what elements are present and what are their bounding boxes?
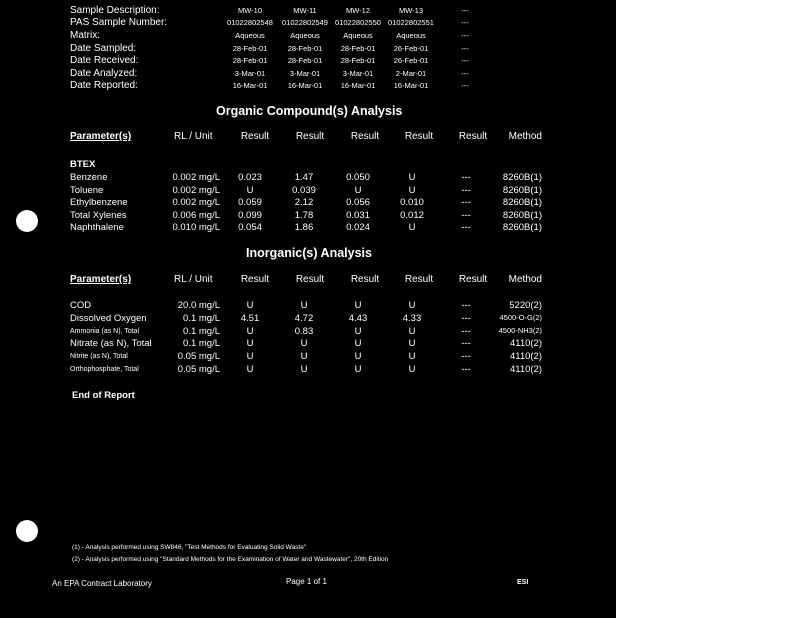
header-value: 3-Mar-01 — [289, 69, 321, 78]
header-value: 28-Feb-01 — [287, 44, 323, 53]
footnote-1: (1) - Analysis performed using SW846, "Test Methods for Evaluating Solid Waste" — [72, 544, 307, 551]
result-value: --- — [461, 325, 471, 337]
header-value: MW-10 — [237, 6, 263, 15]
header-value: 26-Feb-01 — [393, 56, 429, 65]
header-value: Aqueous — [235, 31, 265, 40]
header-value: 01022802549 — [282, 18, 328, 27]
result-value: U — [354, 184, 362, 196]
result-value: 1.47 — [294, 172, 314, 183]
result-value: U — [300, 338, 308, 350]
result-value: U — [246, 300, 254, 311]
parameter-name: Nitrite (as N), Total — [70, 353, 128, 361]
method: 4110(2) — [509, 364, 542, 375]
header-value: 3-Mar-01 — [234, 69, 266, 78]
header-value: 28-Feb-01 — [340, 44, 376, 53]
header-value: --- — [461, 31, 469, 40]
parameter-name: Orthophosphate, Total — [70, 366, 139, 373]
rl-unit: 0.010 mg/L — [172, 222, 220, 233]
parameter-name: COD — [70, 300, 92, 311]
header-value: Aqueous — [290, 31, 320, 40]
rl-unit: 0.002 mg/L — [172, 172, 220, 183]
parameter-name: Total Xylenes — [70, 209, 127, 221]
column-header: Result — [404, 274, 434, 285]
method: 8260B(1) — [502, 172, 542, 183]
result-value: 4.51 — [240, 312, 260, 324]
result-value: --- — [461, 364, 471, 375]
parameter-name: Dissolved Oxygen — [70, 312, 147, 324]
method: 4110(2) — [509, 338, 542, 350]
result-value: 0.024 — [346, 222, 370, 233]
rl-unit: 0.1 mg/L — [183, 338, 220, 350]
header-value: 01022802551 — [388, 18, 434, 27]
organic-section-title: Organic Compound(s) Analysis — [216, 104, 403, 118]
method: 4110(2) — [509, 351, 542, 363]
column-header: Result — [350, 131, 380, 142]
header-value: 28-Feb-01 — [287, 56, 323, 65]
result-value: U — [300, 364, 308, 375]
column-header: Result — [295, 274, 325, 285]
result-value: U — [354, 300, 362, 311]
result-value: 0.099 — [238, 209, 262, 221]
result-value: U — [354, 338, 362, 350]
header-label: Date Reported: — [70, 80, 138, 91]
header-value: 01022802550 — [335, 18, 381, 27]
result-value: 0.056 — [346, 197, 370, 208]
result-value: U — [408, 364, 416, 375]
method: 8260B(1) — [502, 197, 542, 208]
rl-unit: 20.0 mg/L — [177, 300, 220, 311]
result-value: U — [300, 300, 308, 311]
result-value: --- — [461, 197, 471, 208]
parameter-name: Ammonia (as N), Total — [70, 327, 140, 335]
column-header: Result — [240, 131, 270, 142]
result-value: 0.83 — [294, 325, 314, 337]
rl-unit: 0.1 mg/L — [183, 312, 220, 324]
result-value: U — [246, 351, 254, 363]
result-value: U — [246, 325, 254, 337]
result-value: U — [300, 351, 308, 363]
footer-code: ESI — [517, 579, 529, 586]
header-value: Aqueous — [396, 31, 426, 40]
column-header: Parameter(s) — [70, 131, 132, 142]
result-value: 4.72 — [294, 312, 314, 324]
result-value: U — [408, 351, 416, 363]
result-value: 4.43 — [348, 312, 368, 324]
rl-unit: 0.05 mg/L — [177, 364, 220, 375]
result-value: U — [408, 300, 416, 311]
binder-hole — [16, 210, 38, 232]
result-value: U — [246, 184, 254, 196]
column-header: Result — [350, 274, 380, 285]
header-value: 01022802548 — [227, 18, 273, 27]
end-of-report: End of Report — [72, 390, 135, 401]
result-value: 0.023 — [238, 172, 262, 183]
column-header: RL / Unit — [174, 131, 213, 142]
result-value: 0.059 — [238, 197, 262, 208]
header-value: MW-13 — [398, 6, 424, 15]
header-value: 28-Feb-01 — [232, 44, 268, 53]
rl-unit: 0.1 mg/L — [183, 325, 220, 337]
result-value: U — [408, 184, 416, 196]
header-label: Date Analyzed: — [70, 68, 138, 79]
result-value: 0.050 — [346, 172, 370, 183]
header-label: Date Sampled: — [70, 43, 137, 54]
header-value: --- — [461, 6, 469, 15]
result-value: U — [354, 364, 362, 375]
header-label: Sample Description: — [70, 5, 160, 16]
result-value: U — [354, 325, 362, 337]
header-value: Aqueous — [343, 31, 373, 40]
header-value: --- — [461, 18, 469, 27]
result-value: --- — [461, 209, 471, 221]
header-value: 28-Feb-01 — [232, 56, 268, 65]
parameter-name: Toluene — [70, 184, 104, 196]
header-value: 3-Mar-01 — [342, 69, 374, 78]
header-value: 16-Mar-01 — [393, 81, 429, 90]
header-value: 28-Feb-01 — [340, 56, 376, 65]
method: 4500-O-G(2) — [499, 312, 542, 322]
result-value: --- — [461, 172, 471, 183]
header-label: Date Received: — [70, 55, 139, 66]
header-value: MW-12 — [345, 6, 371, 15]
column-header: RL / Unit — [174, 274, 213, 285]
rl-unit: 0.05 mg/L — [177, 351, 220, 363]
result-value: 0.010 — [400, 197, 424, 208]
header-value: 16-Mar-01 — [232, 81, 268, 90]
footer-lab: An EPA Contract Laboratory — [52, 579, 152, 588]
result-value: 1.86 — [294, 222, 314, 233]
header-label: Matrix: — [70, 30, 100, 41]
result-value: --- — [461, 300, 471, 311]
result-value: U — [246, 364, 254, 375]
result-value: --- — [461, 338, 471, 350]
inorganic-section-title: Inorganic(s) Analysis — [246, 246, 372, 260]
header-value: 16-Mar-01 — [287, 81, 323, 90]
method: 8260B(1) — [502, 209, 542, 221]
result-value: --- — [461, 222, 471, 233]
method: 5220(2) — [509, 300, 542, 311]
column-header: Result — [458, 131, 488, 142]
parameter-name: Naphthalene — [70, 222, 124, 233]
column-header: Result — [240, 274, 270, 285]
result-value: U — [408, 338, 416, 350]
rl-unit: 0.006 mg/L — [172, 209, 220, 221]
result-value: --- — [461, 351, 471, 363]
rl-unit: 0.002 mg/L — [172, 184, 220, 196]
column-header: Result — [404, 131, 434, 142]
column-header: Parameter(s) — [70, 274, 132, 285]
header-value: MW-11 — [293, 6, 317, 15]
column-header: Result — [458, 274, 488, 285]
header-value: --- — [461, 44, 469, 53]
result-value: U — [246, 338, 254, 350]
header-value: 2-Mar-01 — [395, 69, 427, 78]
parameter-name: Nitrate (as N), Total — [70, 338, 152, 350]
rl-unit: 0.002 mg/L — [172, 197, 220, 208]
header-value: --- — [461, 81, 469, 90]
result-value: U — [408, 172, 416, 183]
header-value: 16-Mar-01 — [340, 81, 376, 90]
method: 4500-NH3(2) — [498, 325, 542, 335]
result-value: U — [408, 222, 416, 233]
method: 8260B(1) — [502, 184, 542, 196]
column-header: Method — [508, 131, 542, 142]
result-value: 1.78 — [294, 209, 314, 221]
header-value: --- — [461, 56, 469, 65]
result-value: U — [408, 325, 416, 337]
result-value: 0.039 — [292, 184, 316, 196]
result-value: U — [354, 351, 362, 363]
parameter-name: Ethylbenzene — [70, 197, 128, 208]
result-value: --- — [461, 312, 471, 324]
column-header: Method — [508, 274, 542, 285]
header-value: --- — [461, 69, 469, 78]
parameter-name: Benzene — [70, 172, 108, 183]
header-label: PAS Sample Number: — [70, 17, 168, 28]
footer-page: Page 1 of 1 — [286, 577, 327, 586]
binder-hole — [16, 520, 38, 542]
method: 8260B(1) — [502, 222, 542, 233]
footnote-2: (2) - Analysis performed using "Standard Methods for the Examination of Water and Wastewater", 20th Edition — [72, 556, 389, 563]
result-value: 0.031 — [346, 209, 370, 221]
column-header: Result — [295, 131, 325, 142]
result-value: 4.33 — [402, 312, 422, 324]
result-value: 2.12 — [294, 197, 314, 208]
header-value: 26-Feb-01 — [393, 44, 429, 53]
result-value: 0.054 — [238, 222, 262, 233]
result-value: 0.012 — [400, 209, 424, 221]
btex-group-label: BTEX — [70, 159, 96, 170]
result-value: --- — [461, 184, 471, 196]
